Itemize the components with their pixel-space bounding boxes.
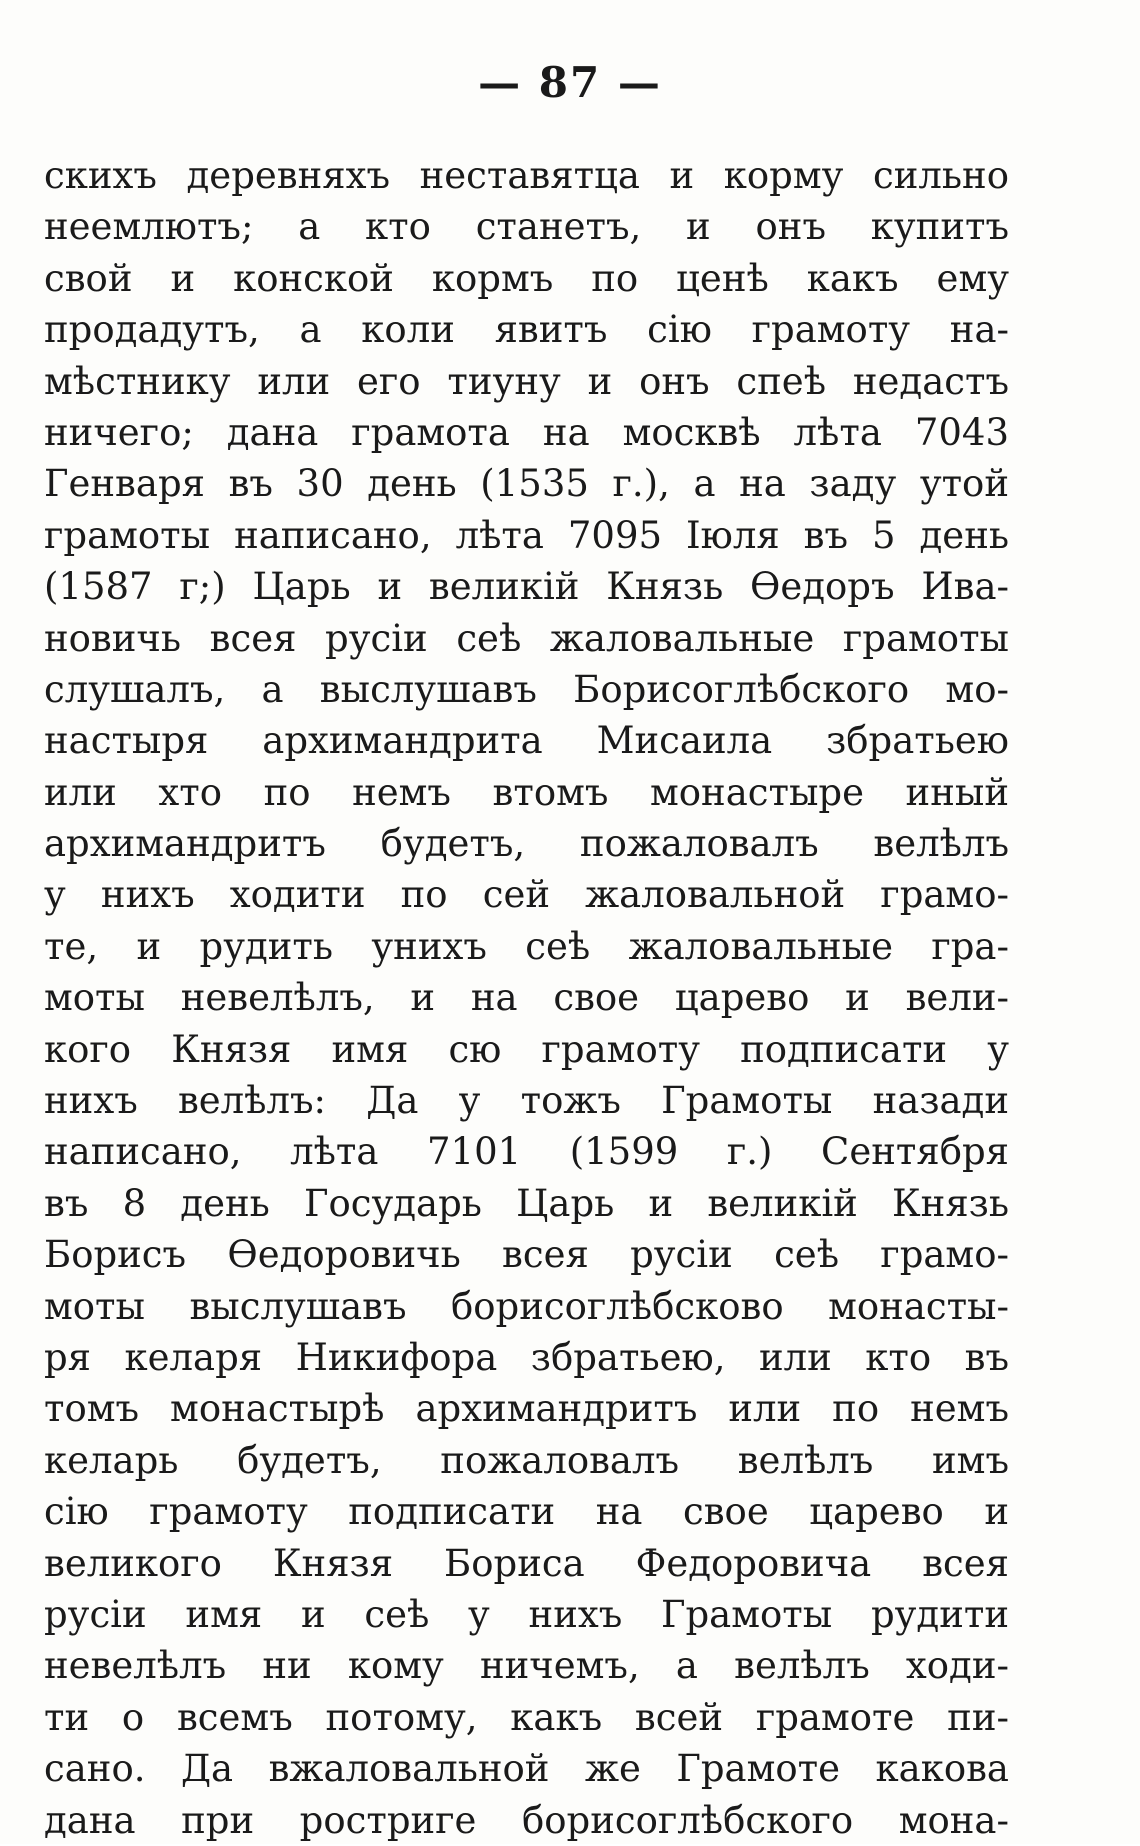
text-line: грамоты написано, лѣта 7095 Іюля въ 5 день: [44, 513, 1009, 557]
text-line: томъ монастырѣ архимандритъ или по немъ: [44, 1387, 1009, 1431]
text-line: слушалъ, а выслушавъ Борисоглѣбского мо-: [44, 667, 1009, 711]
text-line: написано, лѣта 7101 (1599 г.) Сентября: [44, 1130, 1009, 1174]
text-line: сано. Да вжаловальной же Грамоте какова: [44, 1747, 1009, 1791]
text-line: настыря архимандрита Мисаила збратьею: [44, 719, 1009, 763]
text-line: великого Князя Бориса Федоровича всея: [44, 1541, 1009, 1585]
text-line: ничего; дана грамота на москвѣ лѣта 7043: [44, 410, 1009, 454]
text-line: продадутъ, а коли явитъ сію грамоту на-: [44, 308, 1009, 352]
text-line: сію грамоту подписати на свое царево и: [44, 1490, 1009, 1534]
text-line: невелѣлъ ни кому ничемъ, а велѣлъ ходи-: [44, 1644, 1009, 1688]
text-line: или хто по немъ втомъ монастыре иный: [44, 770, 1009, 814]
text-line: въ 8 день Государь Царь и великій Князь: [44, 1181, 1009, 1225]
text-line: неемлютъ; а кто станетъ, и онъ купитъ: [44, 205, 1009, 249]
text-line: Борисъ Ѳедоровичь всея русіи сеѣ грамо-: [44, 1233, 1009, 1277]
text-line: нихъ велѣлъ: Да у тожъ Грамоты назади: [44, 1079, 1009, 1123]
text-line: свой и конской кормъ по ценѣ какъ ему: [44, 256, 1009, 300]
text-line: (1587 г;) Царь и великій Князь Ѳедоръ Ива-: [44, 565, 1009, 609]
text-line: архимандритъ будетъ, пожаловалъ велѣлъ: [44, 822, 1009, 866]
text-line: те, и рудить унихъ сеѣ жаловальные гра-: [44, 924, 1009, 968]
text-line: новичь всея русіи сеѣ жаловальные грамоты: [44, 616, 1009, 660]
text-line: Генваря въ 30 день (1535 г.), а на заду утой: [44, 462, 1009, 506]
page-number: — 87 —: [478, 58, 662, 107]
text-line: моты выслушавъ борисоглѣбсково монасты-: [44, 1284, 1009, 1328]
text-line: дана при ростриге борисоглѣбского мона-: [44, 1798, 1009, 1842]
text-line: мѣстнику или его тиуну и онъ спеѣ недастъ: [44, 359, 1009, 403]
text-line: ря келаря Никифора збратьею, или кто въ: [44, 1335, 1009, 1379]
text-line: скихъ деревняхъ неставятца и корму сильно: [44, 154, 1009, 197]
text-line: моты невелѣлъ, и на свое царево и вели-: [44, 976, 1009, 1020]
text-line: ти о всемъ потому, какъ всей грамоте пи-: [44, 1695, 1009, 1739]
text-line: русіи имя и сеѣ у нихъ Грамоты рудити: [44, 1592, 1009, 1636]
text-line: у нихъ ходити по сей жаловальной грамо-: [44, 873, 1009, 917]
body-text: [44, 150, 1009, 1846]
text-line: кого Князя имя сю грамоту подписати у: [44, 1027, 1009, 1071]
text-line: келарь будетъ, пожаловалъ велѣлъ имъ: [44, 1438, 1009, 1482]
